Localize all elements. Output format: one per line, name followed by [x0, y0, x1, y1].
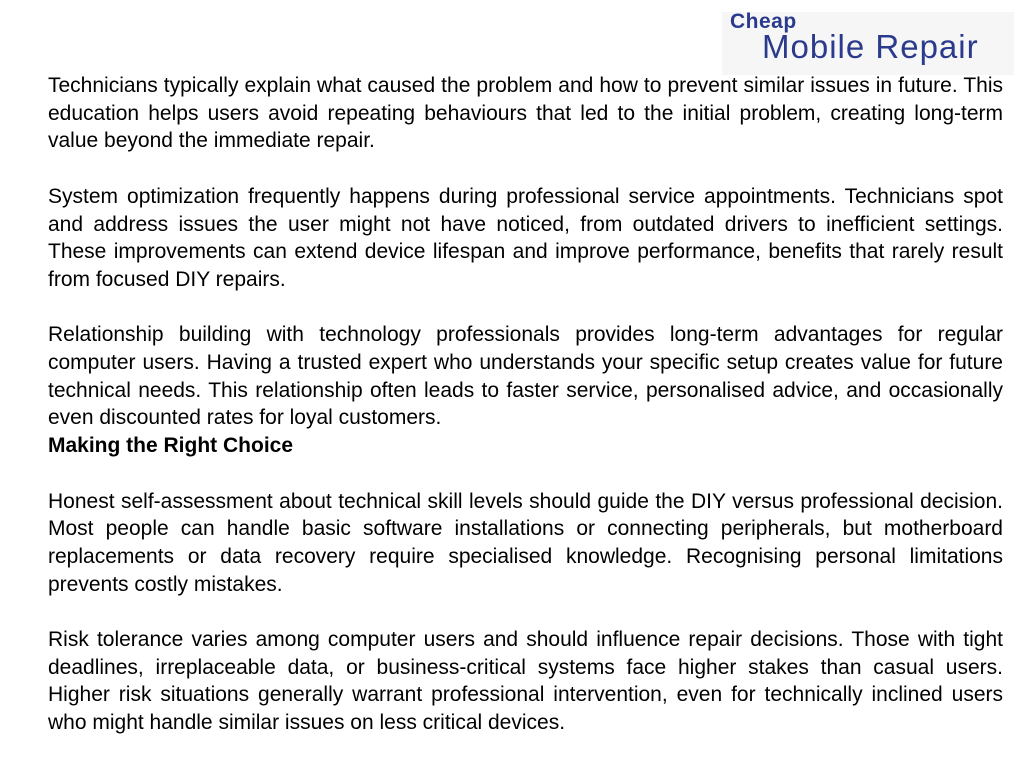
logo-cheap-text: Cheap	[730, 10, 797, 33]
article-body	[48, 72, 1003, 765]
paragraph-relationship: Relationship building with technology professionals provides long-term advantages for regular computer users. Having a trusted expert who understands your specific setup creates value for future technical needs. This relationship often leads to faster service, personalised advice, and occasionally even discounted rates for loyal customers.	[48, 323, 1003, 430]
paragraph-self-assessment: Honest self-assessment about technical skill levels should guide the DIY versus professional decision. Most people can handle basic software installations or connecting peripherals, but motherboard replacements or data recovery require specialised knowledge. Recognising personal limitations prevents costly mistakes.	[48, 489, 1003, 596]
section-heading: Making the Right Choice	[48, 434, 294, 458]
paragraph-risk-tolerance: Risk tolerance varies among computer users and should influence repair decisions. Those with tight deadlines, irreplaceable data, or business-critical systems face higher stakes than casual users. Higher risk situations generally warrant professional intervention, even for technically inclined users who might handle similar issues on less critical devices.	[48, 628, 1003, 735]
brand-logo	[722, 12, 1014, 75]
paragraph-optimization: System optimization frequently happens during professional service appointments. Technicians spot and address issues the user might not have noticed, from outdated drivers to inefficient settings. These improvements can extend device lifespan and improve performance, benefits that rarely result from focused DIY repairs.	[48, 184, 1003, 291]
logo-main-text: Mobile Repair	[762, 28, 979, 65]
paragraph-explanation: Technicians typically explain what caused the problem and how to prevent similar issues in future. This education helps users avoid repeating behaviours that led to the initial problem, creating long-term value beyond the immediate repair.	[48, 74, 1003, 153]
